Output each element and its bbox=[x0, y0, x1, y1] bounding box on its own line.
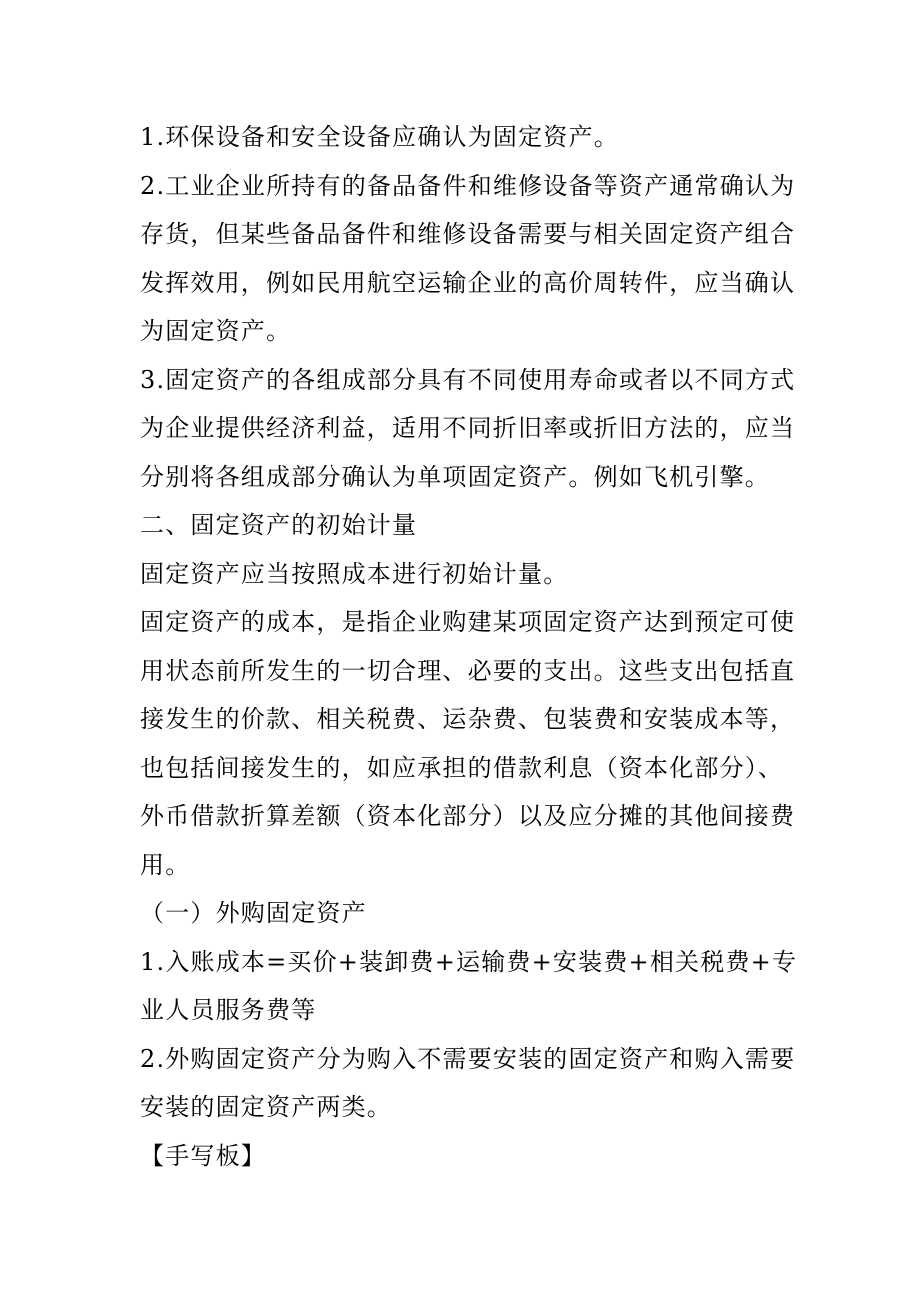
handwriting-board-label: 【手写板】 bbox=[140, 1141, 266, 1170]
subsection-heading-purchased-assets: （一）外购固定资产 bbox=[140, 899, 367, 927]
paragraph-item-1-eco-safety-equipment: 1.环保设备和安全设备应确认为固定资产。 bbox=[140, 123, 619, 151]
paragraph-cost-definition: 固定资产的成本，是指企业购建某项固定资产达到预定可使用状态前所发生的一切合理、必要的支出。这些支出包括直接发生的价款、相关税费、运杂费、包装费和安装成本等，也包括间接发生的，如应承担的借款利息（资本化部分）、外币借款折算差额（资本化部分）以及应分摊的其他间接费用。 bbox=[140, 608, 796, 879]
paragraph-item-2-purchase-types: 2.外购固定资产分为购入不需要安装的固定资产和购入需要安装的固定资产两类。 bbox=[140, 1044, 796, 1121]
document-body bbox=[140, 113, 800, 1180]
paragraph-item-1-entry-cost: 1.入账成本=买价+装卸费+运输费+安装费+相关税费+专业人员服务费等 bbox=[140, 947, 798, 1024]
paragraph-initial-measurement-rule: 固定资产应当按照成本进行初始计量。 bbox=[140, 559, 569, 588]
section-heading-initial-measurement: 二、固定资产的初始计量 bbox=[140, 511, 418, 539]
paragraph-item-2-spare-parts: 2.工业企业所持有的备品备件和维修设备等资产通常确认为存货，但某些备品备件和维修设备需要与相关固定资产组合发挥效用，例如民用航空运输企业的高价周转件，应当确认为固定资产。 bbox=[140, 171, 796, 345]
paragraph-item-3-components: 3.固定资产的各组成部分具有不同使用寿命或者以不同方式为企业提供经济利益，适用不同折旧率或折旧方法的，应当分别将各组成部分确认为单项固定资产。例如飞机引擎。 bbox=[140, 365, 796, 491]
